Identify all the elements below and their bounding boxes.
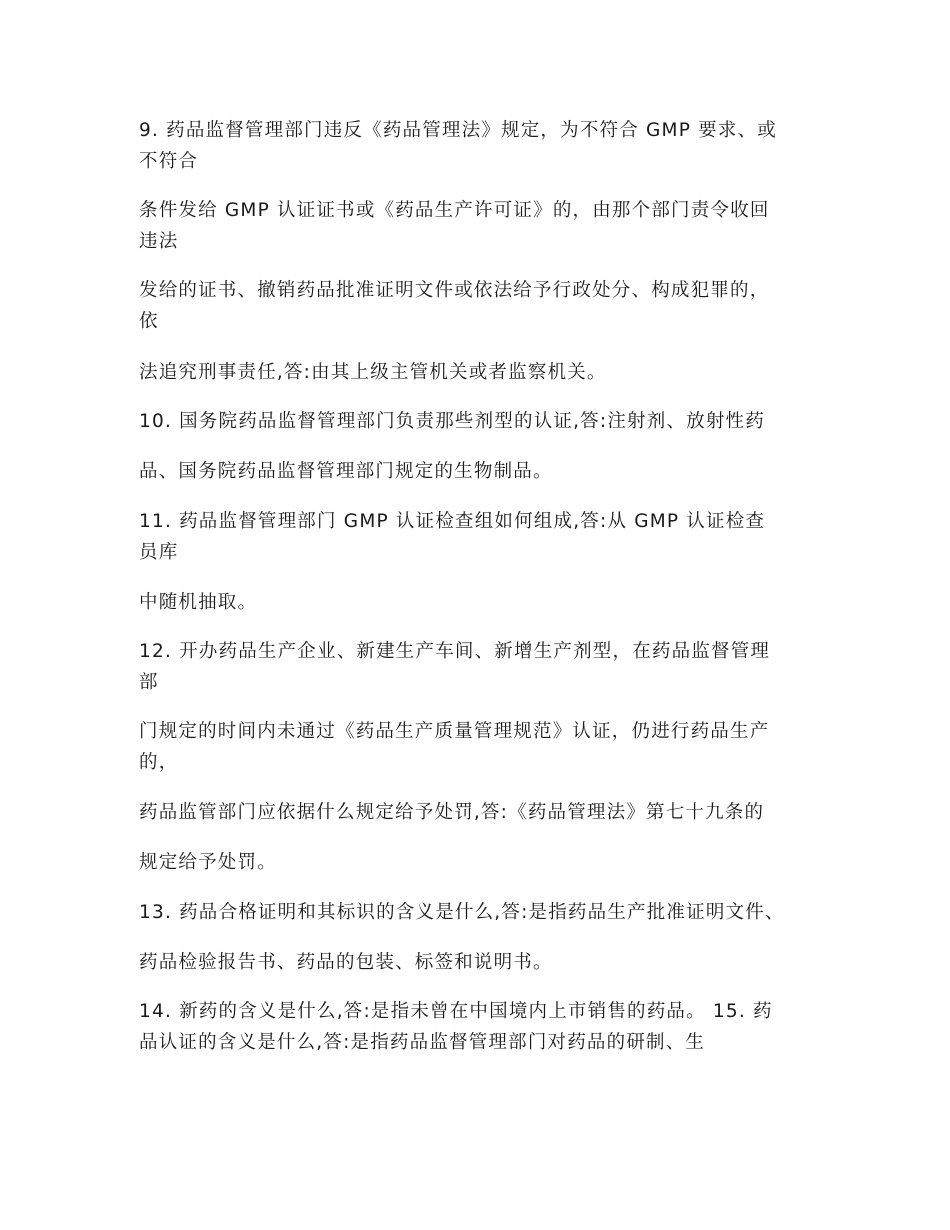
text-line: 品认证的含义是什么,答:是指药品监督管理部门对药品的研制、生 [139, 1032, 706, 1053]
text-line: 品、国务院药品监督管理部门规定的生物制品。 [139, 461, 553, 482]
text-line: 不符合 [139, 151, 199, 172]
text-line: 门规定的时间内未通过《药品生产质量管理规范》认证，仍进行药品生产 [139, 721, 770, 742]
text-line: 14. 新药的含义是什么,答:是指未曾在中国境内上市销售的药品。 15. 药 [139, 1001, 773, 1022]
text-line: 12. 开办药品生产企业、新建生产车间、新增生产剂型，在药品监督管理 [139, 641, 771, 662]
text-line: 员库 [139, 542, 179, 563]
text-line: 的， [139, 752, 179, 773]
text-line: 中随机抽取。 [139, 592, 258, 613]
text-line: 法追究刑事责任,答:由其上级主管机关或者监察机关。 [139, 362, 607, 383]
text-line: 违法 [139, 231, 179, 252]
text-line: 规定给予处罚。 [139, 852, 277, 873]
text-line: 条件发给 GMP 认证证书或《药品生产许可证》的，由那个部门责令收回 [139, 200, 770, 221]
text-line: 部 [139, 672, 159, 693]
text-line: 药品监管部门应依据什么规定给予处罚,答:《药品管理法》第七十九条的 [139, 802, 765, 823]
text-line: 药品检验报告书、药品的包装、标签和说明书。 [139, 952, 553, 973]
text-line: 9. 药品监督管理部门违反《药品管理法》规定，为不符合 GMP 要求、或 [139, 120, 777, 141]
text-line: 发给的证书、撤销药品批准证明文件或依法给予行政处分、构成犯罪的， [139, 280, 770, 301]
text-line: 11. 药品监督管理部门 GMP 认证检查组如何组成,答:从 GMP 认证检查 [139, 511, 766, 532]
text-line: 依 [139, 311, 159, 332]
text-line: 10. 国务院药品监督管理部门负责那些剂型的认证,答:注射剂、放射性药 [139, 411, 765, 432]
text-line: 13. 药品合格证明和其标识的含义是什么,答:是指药品生产批准证明文件、 [139, 902, 785, 923]
